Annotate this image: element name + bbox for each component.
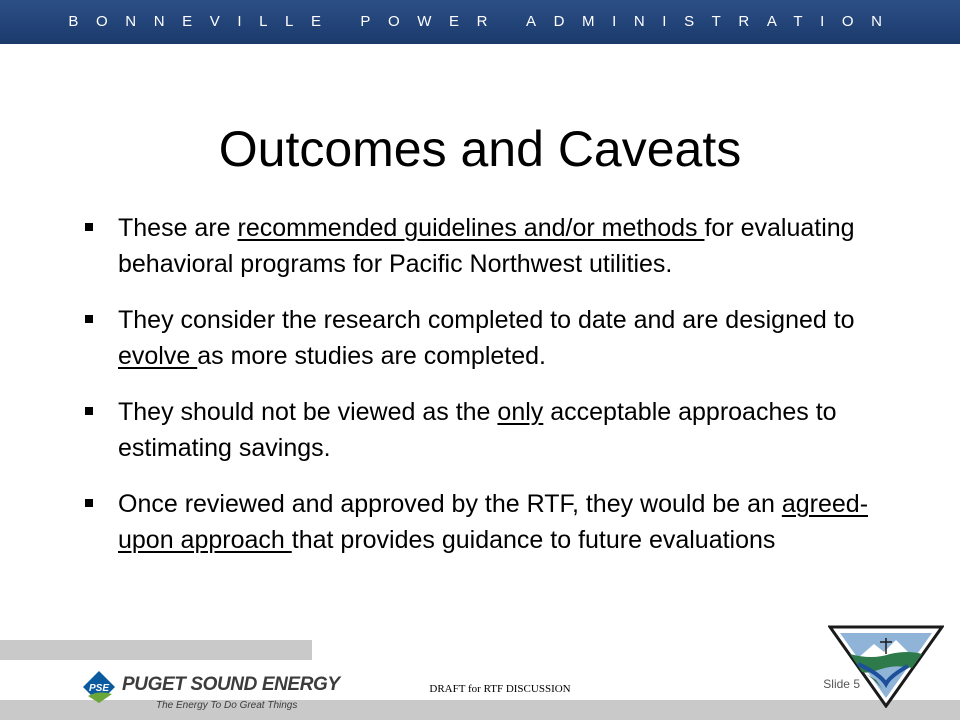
org-name: BONNEVILLE POWER ADMINISTRATION <box>68 13 900 30</box>
bullet-text: They consider the research completed to date and are designed to <box>118 306 855 334</box>
bpa-triangle-logo-icon <box>828 624 944 708</box>
square-bullet-icon <box>85 499 93 507</box>
pse-badge-text: PSE <box>88 683 110 694</box>
slide-title: Outcomes and Caveats <box>218 121 742 177</box>
pse-badge-icon <box>82 670 116 704</box>
pse-company-name: PUGET SOUND ENERGY <box>122 674 340 695</box>
pse-tagline: The Energy To Do Great Things <box>156 700 298 711</box>
bullet-text: These are <box>118 214 238 242</box>
bullet-item <box>82 486 882 558</box>
bullet-emphasis: only <box>497 398 544 426</box>
square-bullet-icon <box>85 315 93 323</box>
bullet-emphasis: recommended guidelines and/or methods <box>237 214 705 242</box>
bullet-text: for evaluating behavioral programs for Pacific Northwest utilities. <box>118 214 855 278</box>
pse-logo-icon <box>82 662 340 714</box>
draft-note: DRAFT for RTF DISCUSSION <box>429 683 571 695</box>
bullet-text: They should not be viewed as the <box>118 398 498 426</box>
bullet-text: acceptable approaches to estimating savings. <box>118 398 837 462</box>
bullet-text: that provides guidance to future evaluations <box>291 526 776 554</box>
bullet-emphasis: evolve <box>118 342 198 370</box>
square-bullet-icon <box>85 223 93 231</box>
bullet-emphasis: agreed-upon approach <box>118 490 869 554</box>
bullet-text: Once reviewed and approved by the RTF, they would be an <box>118 490 782 518</box>
square-bullet-icon <box>85 407 93 415</box>
bullet-item <box>82 394 882 466</box>
footer-band <box>0 640 312 660</box>
slide-number: Slide 5 <box>823 677 860 691</box>
header-bar <box>0 0 960 44</box>
bullet-text: as more studies are completed. <box>197 342 546 370</box>
bullet-list <box>82 210 882 578</box>
bullet-item <box>82 302 882 374</box>
bullet-item <box>82 210 882 282</box>
